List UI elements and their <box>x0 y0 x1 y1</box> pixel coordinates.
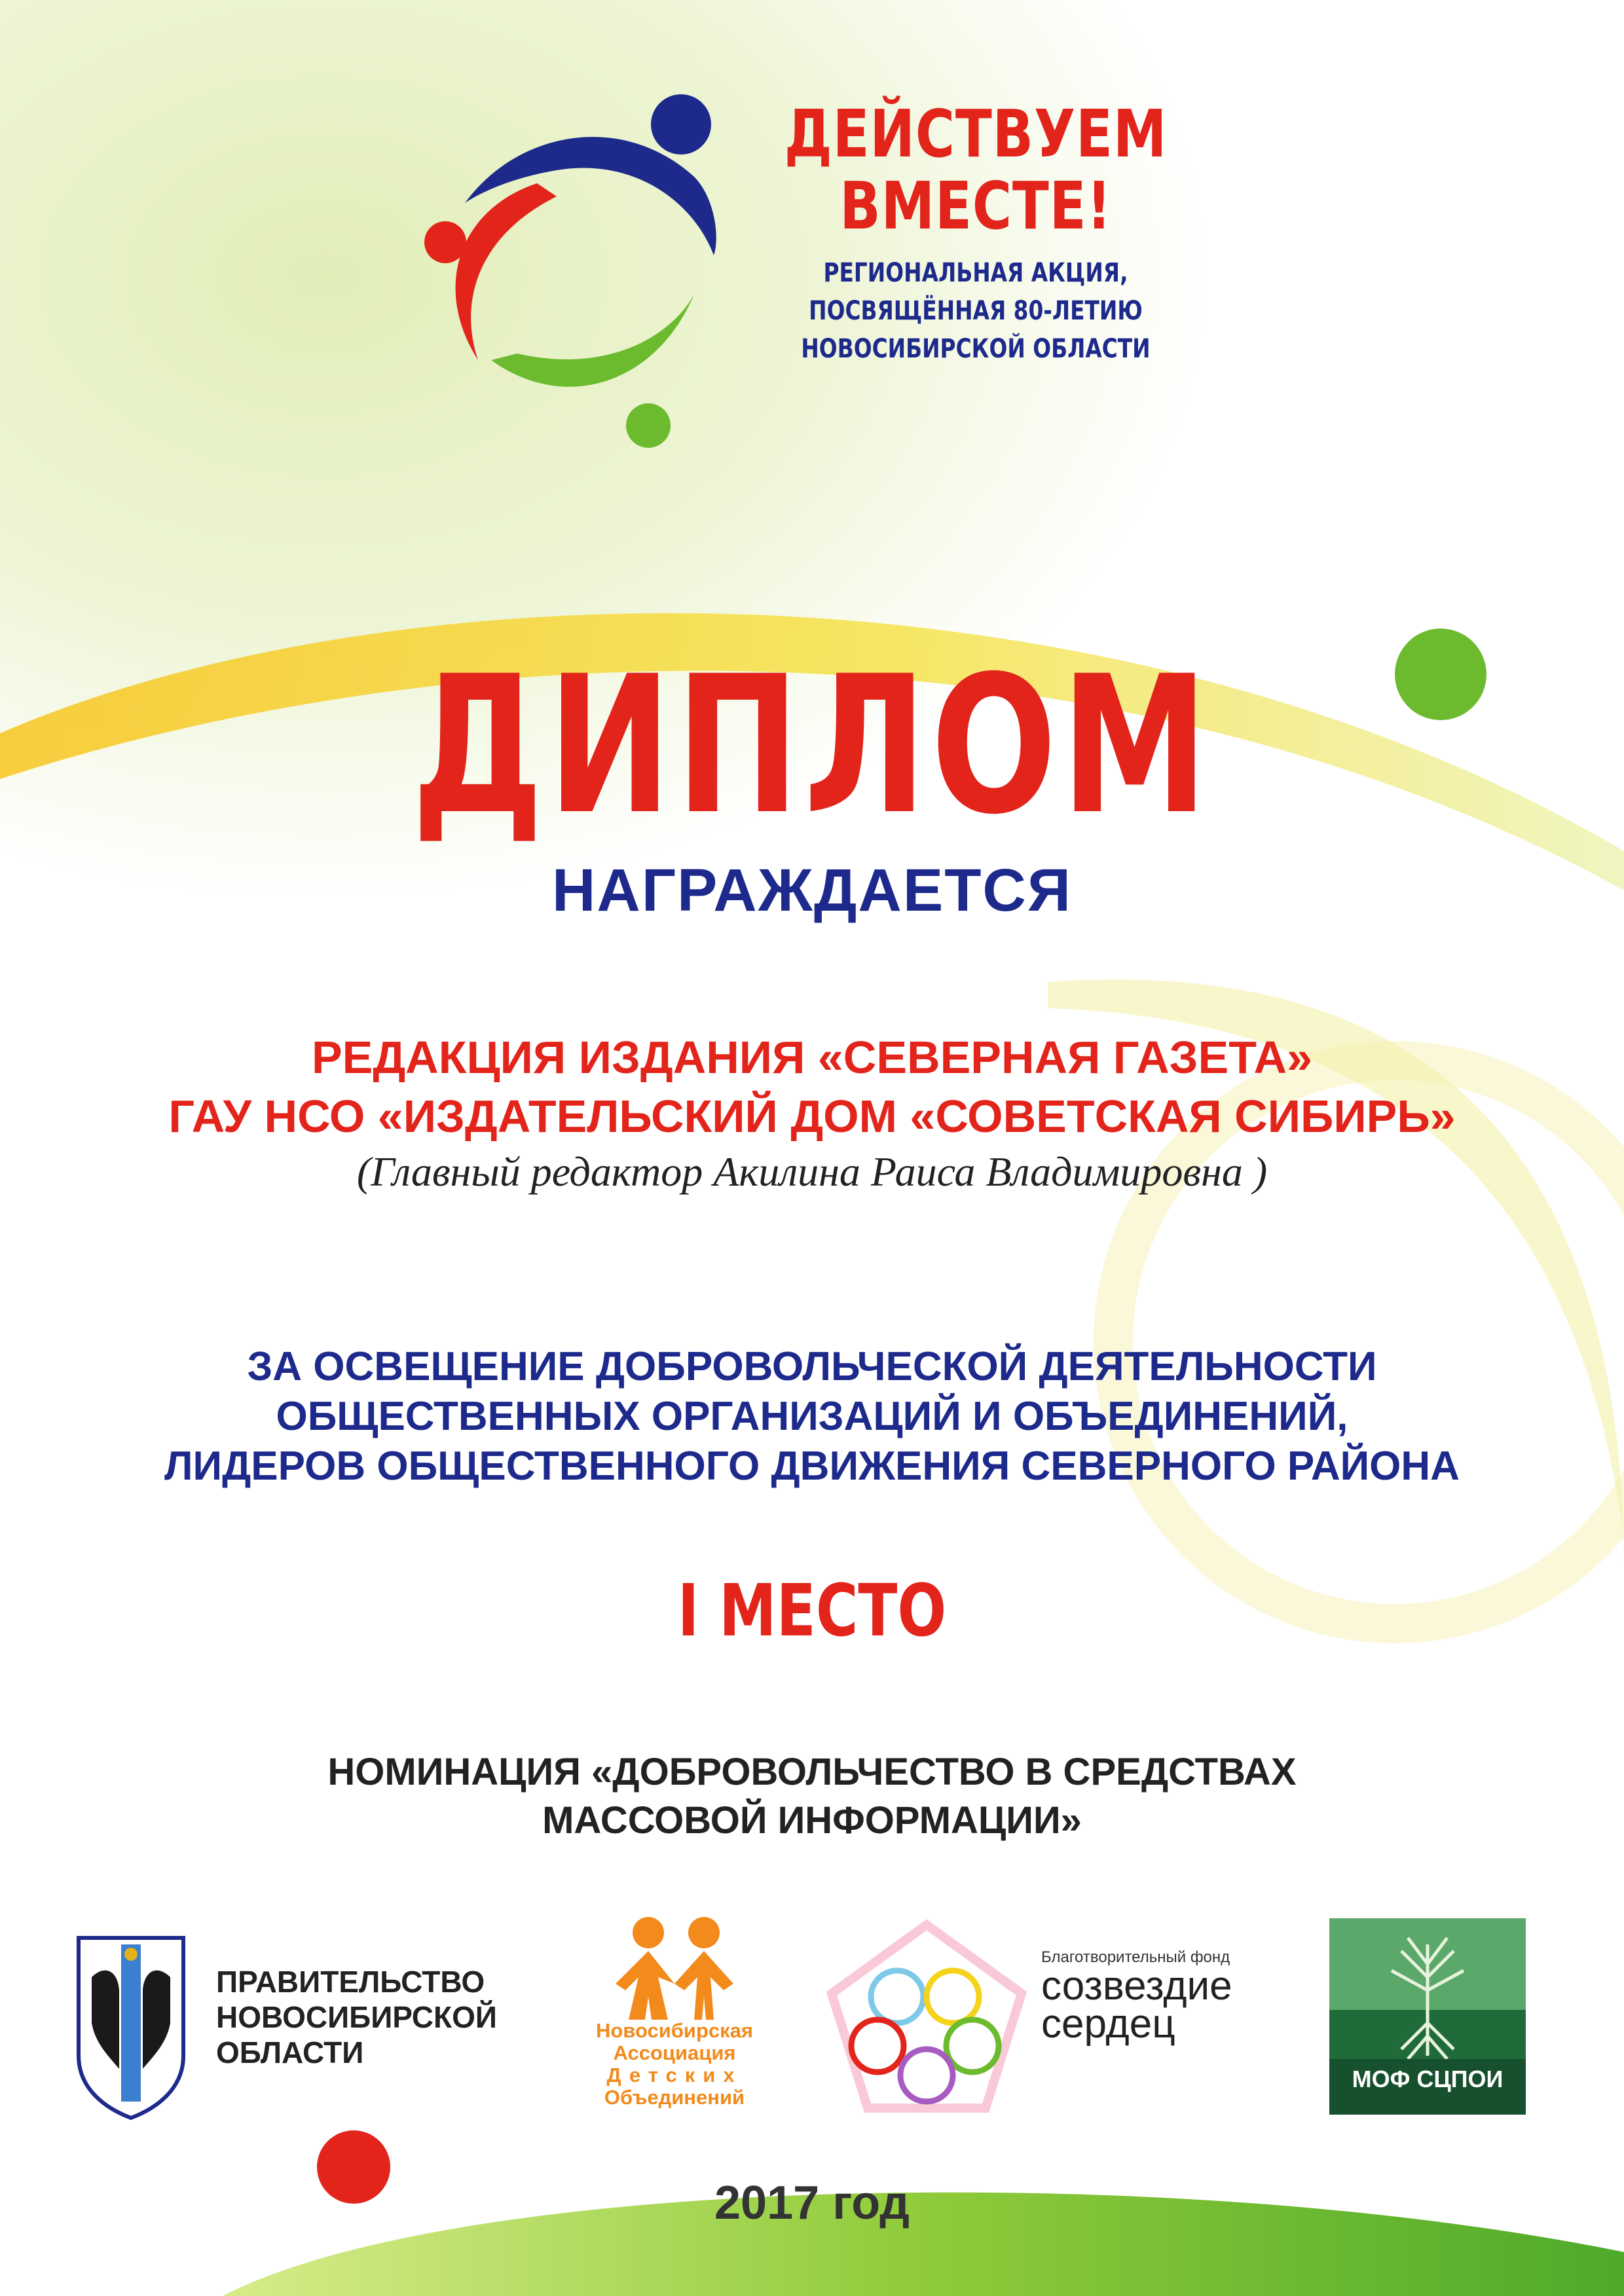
year-label: 2017 год <box>714 2177 910 2229</box>
association-name-line: Ассоциация <box>613 2041 736 2064</box>
slogan-subtitle-line: РЕГИОНАЛЬНАЯ АКЦИЯ, <box>823 258 1128 288</box>
association-name-line: Новосибирская <box>595 2019 754 2042</box>
slogan-subtitle-line: НОВОСИБИРСКОЙ ОБЛАСТИ <box>801 334 1151 364</box>
fund-name-line: сердец <box>1041 2001 1175 2047</box>
nomination-line: МАССОВОЙ ИНФОРМАЦИИ» <box>542 1799 1082 1842</box>
recipient-note: (Главный редактор Акилина Раиса Владимировна ) <box>356 1148 1268 1195</box>
reason-line: ЗА ОСВЕЩЕНИЕ ДОБРОВОЛЬЧЕСКОЙ ДЕЯТЕЛЬНОСТИ <box>247 1344 1377 1389</box>
recipient-line: РЕДАКЦИЯ ИЗДАНИЯ «СЕВЕРНАЯ ГАЗЕТА» <box>311 1032 1313 1083</box>
reason-line: ЛИДЕРОВ ОБЩЕСТВЕННОГО ДВИЖЕНИЯ СЕВЕРНОГО РАЙОНА <box>164 1444 1460 1489</box>
fund-name-line: созвездие <box>1041 1963 1232 2009</box>
children-figures-icon <box>563 1912 786 2023</box>
association-name-line: Детских <box>606 2064 743 2086</box>
government-name-line: НОВОСИБИРСКОЙ <box>216 2000 497 2034</box>
slogan-title-line: ВМЕСТЕ! <box>840 168 1112 244</box>
place-label: I МЕСТО <box>677 1569 947 1652</box>
government-name-line: ОБЛАСТИ <box>216 2035 364 2069</box>
reason-line: ОБЩЕСТВЕННЫХ ОРГАНИЗАЦИЙ И ОБЪЕДИНЕНИЙ, <box>276 1394 1348 1439</box>
fund-logo <box>825 1918 1297 2128</box>
diploma-title: ДИПЛОМ <box>411 636 1213 856</box>
recipient-block <box>0 1028 1624 1198</box>
government-name-line: ПРАВИТЕЛЬСТВО <box>216 1965 485 1999</box>
nomination-line: НОМИНАЦИЯ «ДОБРОВОЛЬЧЕСТВО В СРЕДСТВАХ <box>327 1751 1297 1793</box>
fund-caption: Благотворительный фонд <box>1041 1948 1230 1966</box>
slogan-subtitle-line: ПОСВЯЩЁННАЯ 80-ЛЕТИЮ <box>809 296 1143 326</box>
mof-label: МОФ СЦПОИ <box>1352 2066 1504 2092</box>
mof-logo <box>1329 1918 1526 2115</box>
campaign-slogan <box>720 98 1231 368</box>
coat-of-arms-icon <box>72 1925 190 2121</box>
reason-block <box>0 1342 1624 1491</box>
people-circle-logo-icon <box>406 85 747 452</box>
slogan-title-line: ДЕЙСТВУЕМ <box>784 96 1168 172</box>
association-name-line: Объединений <box>604 2086 745 2109</box>
government-logo <box>72 1925 530 2121</box>
rings-pentagon-icon <box>825 1918 1028 2128</box>
nomination-block <box>0 1748 1624 1845</box>
association-logo <box>563 1912 786 2134</box>
recipient-line: ГАУ НСО «ИЗДАТЕЛЬСКИЙ ДОМ «СОВЕТСКАЯ СИБИРЬ» <box>168 1091 1456 1142</box>
awarded-label: НАГРАЖДАЕТСЯ <box>551 857 1072 924</box>
partner-logos <box>0 1912 1624 2147</box>
